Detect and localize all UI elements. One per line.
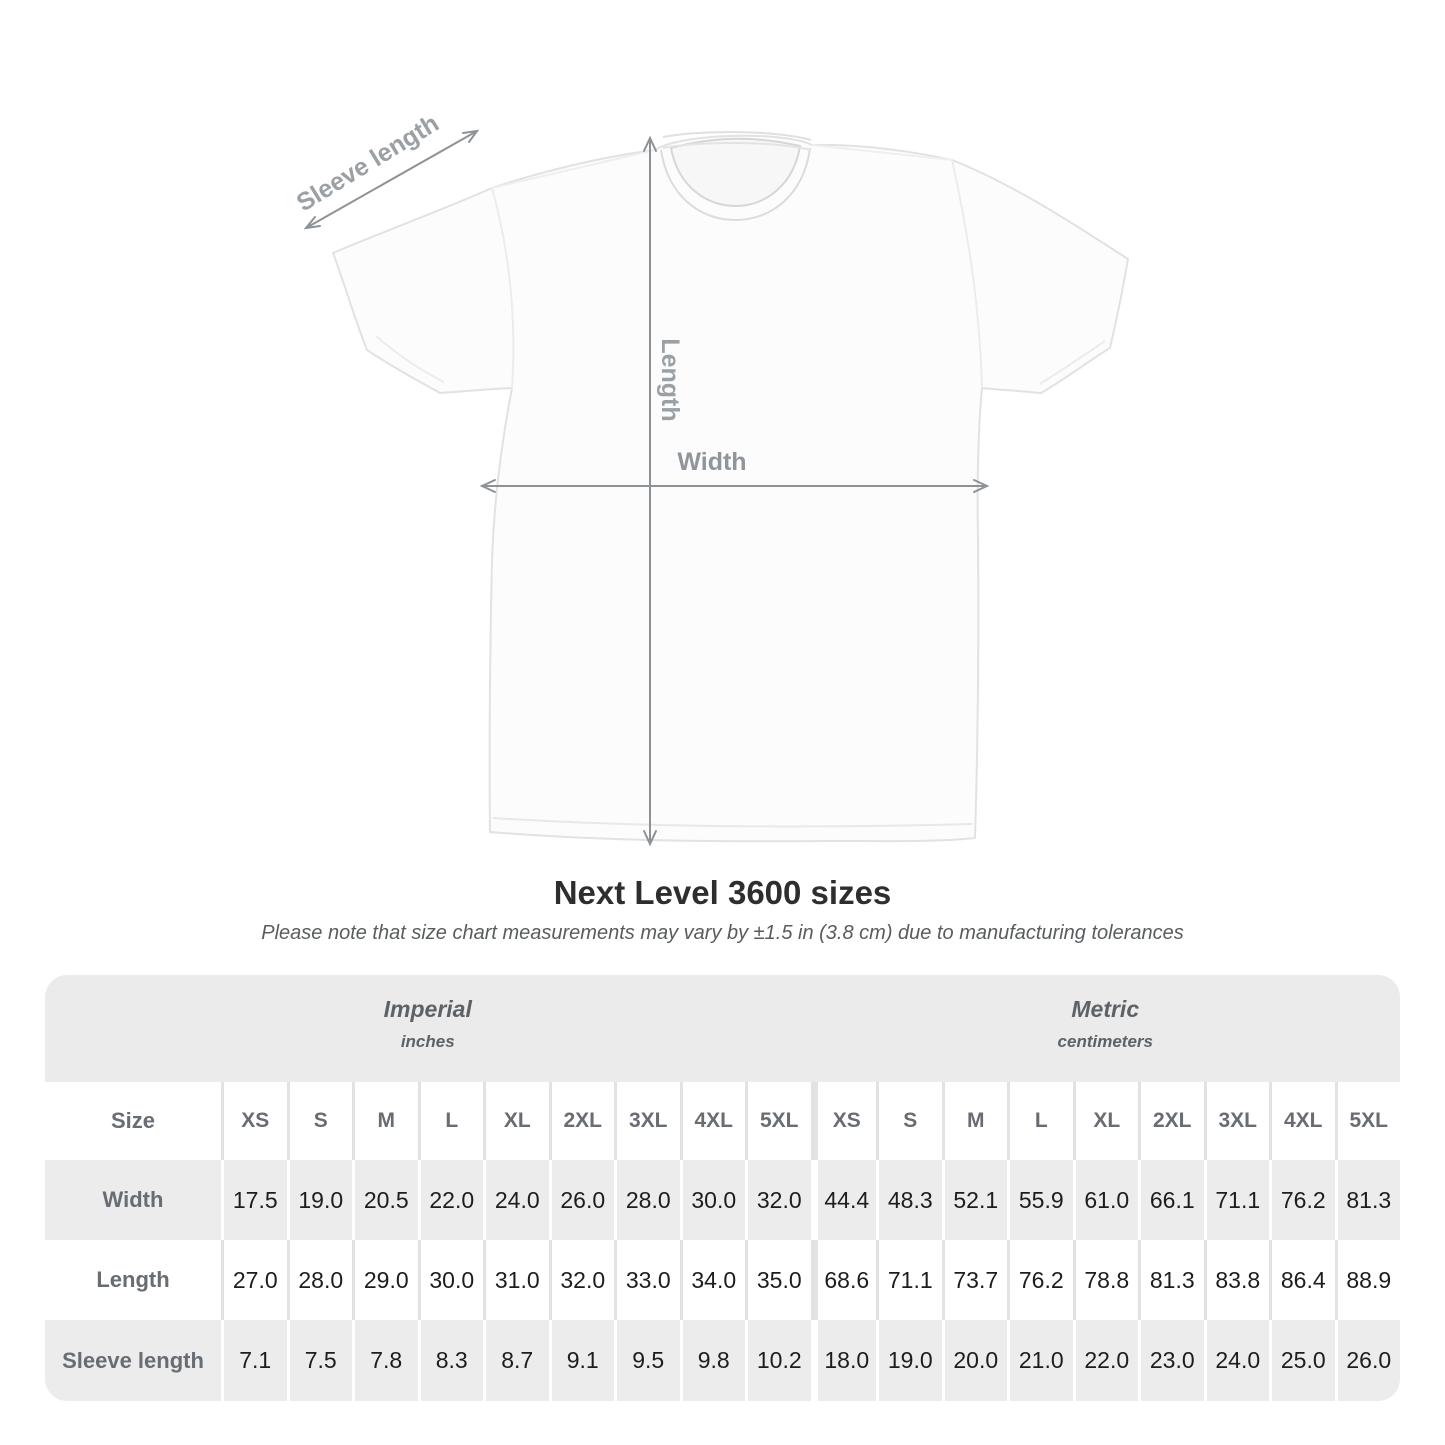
size-col-header: 2XL xyxy=(1138,1082,1204,1160)
imperial-unit: inches xyxy=(400,1032,455,1051)
value-cell: 26.0 xyxy=(549,1160,615,1240)
value-cell: 81.3 xyxy=(1138,1240,1204,1320)
tolerance-note: Please note that size chart measurements may vary by ±1.5 in (3.8 cm) due to manufacturing tolerances xyxy=(261,922,1184,944)
value-cell: 29.0 xyxy=(352,1240,418,1320)
value-cell: 34.0 xyxy=(680,1240,746,1320)
value-cell: 61.0 xyxy=(1073,1160,1139,1240)
value-cell: 10.2 xyxy=(745,1320,811,1401)
value-cell: 24.0 xyxy=(483,1160,549,1240)
value-cell: 76.2 xyxy=(1007,1240,1073,1320)
value-cell: 30.0 xyxy=(418,1240,484,1320)
value-cell: 19.0 xyxy=(876,1320,942,1401)
value-cell: 9.8 xyxy=(680,1320,746,1401)
size-label: Size xyxy=(110,1108,156,1133)
imperial-title: Imperial xyxy=(383,996,472,1022)
value-cell: 28.0 xyxy=(287,1240,353,1320)
value-cell: 23.0 xyxy=(1138,1320,1204,1401)
value-cell: 17.5 xyxy=(221,1160,287,1240)
value-cell: 19.0 xyxy=(287,1160,353,1240)
size-col-header: L xyxy=(418,1082,484,1160)
value-cell: 86.4 xyxy=(1269,1240,1335,1320)
value-cell: 21.0 xyxy=(1007,1320,1073,1401)
sleeve-length-row xyxy=(45,1320,1400,1401)
metric-unit: centimeters xyxy=(1057,1032,1153,1051)
value-cell: 30.0 xyxy=(680,1160,746,1240)
value-cell: 25.0 xyxy=(1269,1320,1335,1401)
size-header-row xyxy=(45,1082,1400,1160)
value-cell: 55.9 xyxy=(1007,1160,1073,1240)
size-col-header: XS xyxy=(221,1082,287,1160)
metric-title: Metric xyxy=(1071,996,1140,1022)
length-row xyxy=(45,1240,1400,1320)
size-table xyxy=(45,975,1400,1401)
value-cell: 52.1 xyxy=(942,1160,1008,1240)
value-cell: 31.0 xyxy=(483,1240,549,1320)
value-cell: 66.1 xyxy=(1138,1160,1204,1240)
row-label: Sleeve length xyxy=(45,1320,221,1401)
value-cell: 71.1 xyxy=(876,1240,942,1320)
metric-group-header xyxy=(811,975,1401,1082)
value-cell: 48.3 xyxy=(876,1160,942,1240)
value-cell: 76.2 xyxy=(1269,1160,1335,1240)
size-col-header: 3XL xyxy=(1204,1082,1270,1160)
unit-group-row xyxy=(45,975,1400,1082)
value-cell: 35.0 xyxy=(745,1240,811,1320)
value-cell: 8.7 xyxy=(483,1320,549,1401)
value-cell: 71.1 xyxy=(1204,1160,1270,1240)
value-cell: 9.1 xyxy=(549,1320,615,1401)
value-cell: 24.0 xyxy=(1204,1320,1270,1401)
size-col-header: S xyxy=(287,1082,353,1160)
width-label: Width xyxy=(677,448,747,476)
value-cell: 7.1 xyxy=(221,1320,287,1401)
size-col-header: XL xyxy=(483,1082,549,1160)
value-cell: 88.9 xyxy=(1335,1240,1401,1320)
size-col-header: M xyxy=(942,1082,1008,1160)
length-label: Length xyxy=(656,338,684,422)
value-cell: 7.5 xyxy=(287,1320,353,1401)
size-col-header: 2XL xyxy=(549,1082,615,1160)
imperial-group-header xyxy=(45,975,811,1082)
size-table-container xyxy=(45,975,1400,1401)
value-cell: 78.8 xyxy=(1073,1240,1139,1320)
value-cell: 32.0 xyxy=(549,1240,615,1320)
value-cell: 20.0 xyxy=(942,1320,1008,1401)
size-col-header: S xyxy=(876,1082,942,1160)
value-cell: 73.7 xyxy=(942,1240,1008,1320)
value-cell: 22.0 xyxy=(1073,1320,1139,1401)
value-cell: 33.0 xyxy=(614,1240,680,1320)
size-col-header: XL xyxy=(1073,1082,1139,1160)
value-cell: 9.5 xyxy=(614,1320,680,1401)
value-cell: 22.0 xyxy=(418,1160,484,1240)
size-col-header: 4XL xyxy=(1269,1082,1335,1160)
size-col-header: 5XL xyxy=(1335,1082,1401,1160)
value-cell: 81.3 xyxy=(1335,1160,1401,1240)
value-cell: 18.0 xyxy=(811,1320,877,1401)
size-col-header: 5XL xyxy=(745,1082,811,1160)
value-cell: 7.8 xyxy=(352,1320,418,1401)
value-cell: 27.0 xyxy=(221,1240,287,1320)
size-col-header: 4XL xyxy=(680,1082,746,1160)
size-col-header: 3XL xyxy=(614,1082,680,1160)
value-cell: 8.3 xyxy=(418,1320,484,1401)
page-title: Next Level 3600 sizes xyxy=(553,874,892,911)
sleeve-length-label: Sleeve length xyxy=(291,109,444,218)
size-col-header: XS xyxy=(811,1082,877,1160)
value-cell: 28.0 xyxy=(614,1160,680,1240)
value-cell: 32.0 xyxy=(745,1160,811,1240)
value-cell: 26.0 xyxy=(1335,1320,1401,1401)
value-cell: 20.5 xyxy=(352,1160,418,1240)
value-cell: 83.8 xyxy=(1204,1240,1270,1320)
size-col-header: M xyxy=(352,1082,418,1160)
row-label: Length xyxy=(96,1267,170,1292)
value-cell: 44.4 xyxy=(811,1160,877,1240)
width-row xyxy=(45,1160,1400,1240)
row-label: Width xyxy=(45,1160,221,1240)
value-cell: 68.6 xyxy=(811,1240,877,1320)
size-col-header: L xyxy=(1007,1082,1073,1160)
